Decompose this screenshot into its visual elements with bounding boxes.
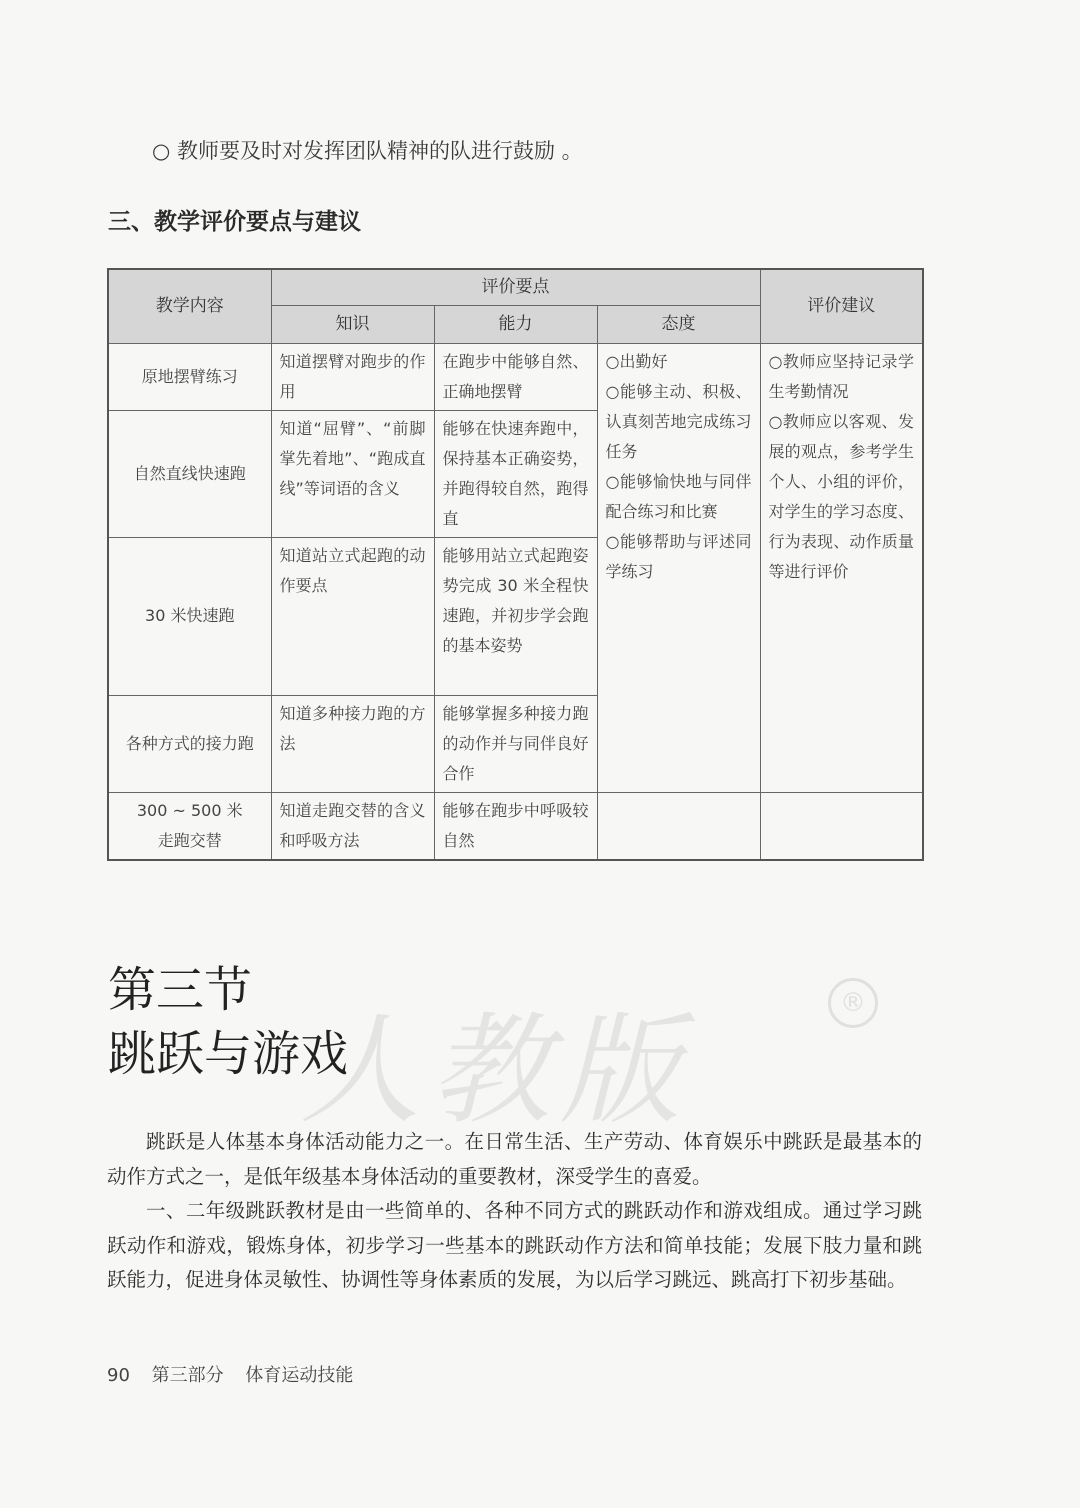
- cell-knowledge: 知道多种接力跑的方法: [271, 695, 434, 792]
- paragraph: 跳跃是人体基本身体活动能力之一。在日常生活、生产劳动、体育娱乐中跳跃是最基本的动作方式之一，是低年级基本身体活动的重要教材，深受学生的喜爱。: [107, 1130, 922, 1188]
- page-footer: [107, 1361, 353, 1387]
- chapter-title: 跳跃与游戏: [108, 1026, 349, 1082]
- header-points: 评价要点: [271, 269, 760, 305]
- cell-content: [108, 792, 271, 860]
- cell-ability: 能够用站立式起跑姿势完成 30 米全程快速跑，并初步学会跑的基本姿势: [434, 537, 597, 695]
- footer-part-title: 体育运动技能: [245, 1365, 354, 1386]
- cell-knowledge: 知道站立式起跑的动作要点: [271, 537, 434, 695]
- cell-content: 各种方式的接力跑: [108, 695, 271, 792]
- cell-content: 自然直线快速跑: [108, 410, 271, 537]
- cell-content-line2: 走跑交替: [157, 830, 222, 850]
- section-heading: 三、教学评价要点与建议: [108, 209, 361, 235]
- cell-content: 原地摆臂练习: [108, 343, 271, 410]
- table-row: [108, 343, 923, 410]
- cell-attitude: ○出勤好 ○能够主动、积极、认真刻苦地完成练习任务 ○能够愉快地与同伴配合练习和比赛 ○能够帮助与评述同学练习: [597, 343, 760, 792]
- chapter-number: 第三节: [108, 962, 253, 1018]
- publisher-watermark: 人教版: [300, 1002, 690, 1141]
- body-text: [107, 1125, 922, 1298]
- cell-knowledge: 知道“屈臂”、“前脚掌先着地”、“跑成直线”等词语的含义: [271, 410, 434, 537]
- header-content: 教学内容: [108, 269, 271, 343]
- footer-part: 第三部分: [151, 1365, 224, 1386]
- cell-ability: 能够在快速奔跑中，保持基本正确姿势，并跑得较自然，跑得直: [434, 410, 597, 537]
- evaluation-table: [107, 268, 924, 861]
- cell-attitude-empty: [597, 792, 760, 860]
- cell-knowledge: 知道摆臂对跑步的作用: [271, 343, 434, 410]
- table-row: [108, 792, 923, 860]
- cell-ability: 在跑步中能够自然、正确地摆臂: [434, 343, 597, 410]
- cell-content-line1: 300 ~ 500 米: [136, 800, 243, 820]
- cell-ability: 能够掌握多种接力跑的动作并与同伴良好合作: [434, 695, 597, 792]
- cell-ability: 能够在跑步中呼吸较自然: [434, 792, 597, 860]
- cell-suggestion-empty: [760, 792, 923, 860]
- header-knowledge: 知识: [271, 305, 434, 343]
- cell-knowledge: 知道走跑交替的含义和呼吸方法: [271, 792, 434, 860]
- top-note: ○ 教师要及时对发挥团队精神的队进行鼓励 。: [152, 139, 583, 163]
- cell-content: 30 米快速跑: [108, 537, 271, 695]
- header-ability: 能力: [434, 305, 597, 343]
- header-attitude: 态度: [597, 305, 760, 343]
- chapter-heading: [108, 958, 348, 1086]
- header-suggestion: 评价建议: [760, 269, 923, 343]
- page-number: 90: [107, 1365, 130, 1386]
- registered-mark-icon: ®: [828, 978, 878, 1028]
- paragraph: 一、二年级跳跃教材是由一些简单的、各种不同方式的跳跃动作和游戏组成。通过学习跳跃动作和游戏，锻炼身体，初步学习一些基本的跳跃动作方法和简单技能；发展下肢力量和跳跃能力，促进身体灵敏性、协调性等身体素质的发展，为以后学习跳远、跳高打下初步基础。: [107, 1199, 922, 1291]
- cell-suggestion: ○教师应坚持记录学生考勤情况 ○教师应以客观、发展的观点，参考学生个人、小组的评价，对学生的学习态度、行为表现、动作质量等进行评价: [760, 343, 923, 792]
